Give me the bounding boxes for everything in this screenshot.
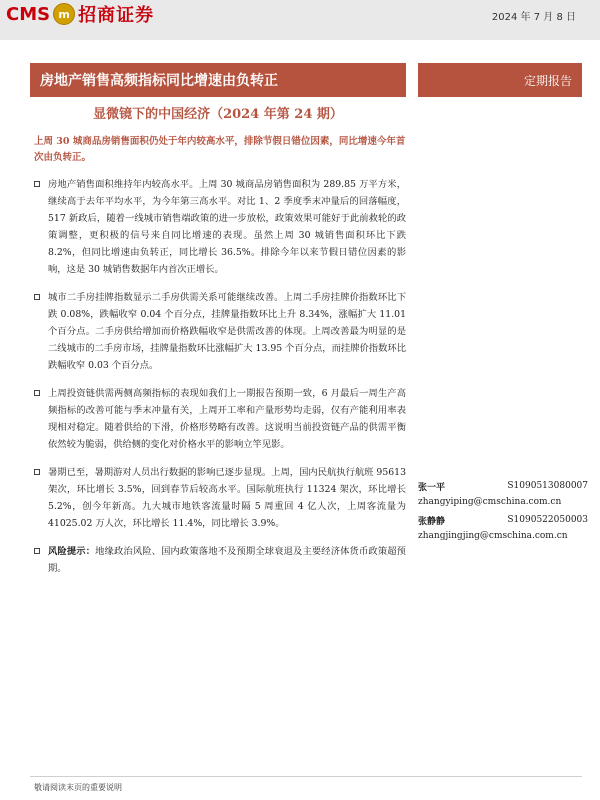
logo-cn-text: 招商证券 — [78, 5, 155, 26]
report-category: 定期报告 — [523, 73, 572, 88]
bullet-list — [34, 176, 406, 588]
author-card — [418, 478, 588, 510]
bullet-text: 上周投资链供需两侧高频指标的表现如我们上一期报告预期一致，6 月最后一周生产高频指标的改善可能与季末冲量有关，上周开工率和产量形势均走弱，仅有产能利用率表现相对稳定。随着供给的下滑，价格形势略有改善。这说明当前投资链产品的供需平衡依然较为脆弱，供给侧的变化对价格水平的影响立竿见影。 — [48, 388, 406, 450]
bullet-text: 暑期已至，暑期游对人员出行数据的影响已逐步显现。上周，国内民航执行航班 95613 架次，环比增长 3.5%，回到春节后较高水平。国际航班执行 11324 架次，环比增长 5.2%，创今年新高。九大城市地铁客流量时隔 5 周重回 4 亿人次，上周客流量为 41025.02 万人次，环比增长 11.4%，同比增长 3.9%。 — [48, 467, 406, 529]
square-bullet-icon — [34, 294, 40, 300]
report-date: 2024 年 7 月 8 日 — [491, 12, 576, 23]
report-category-banner — [418, 63, 582, 97]
report-title: 房地产销售高频指标同比增速由负转正 — [40, 73, 278, 89]
bullet-item — [34, 543, 406, 577]
author-name: 张静静 — [418, 516, 446, 527]
bullet-item — [34, 385, 406, 453]
report-subtitle: 显微镜下的中国经济（2024 年第 24 期） — [93, 107, 343, 122]
square-bullet-icon — [34, 390, 40, 396]
square-bullet-icon — [34, 469, 40, 475]
footer-divider — [30, 776, 582, 777]
report-title-banner — [30, 63, 406, 97]
author-email[interactable]: zhangjingjing@cmschina.com.cn — [418, 531, 568, 541]
bullet-text: 城市二手房挂牌指数显示二手房供需关系可能继续改善。上周二手房挂牌价指数环比下跌 0.08%，跌幅收窄 0.04 个百分点，挂牌量指数环比上升 8.34%，涨幅扩大 11.01 个百分点。二手房供给增加而价格跌幅收窄是供需改善的体现。上周改善最为明显的是二线城市的二手房市场，挂牌量指数环比涨幅扩大 13.95 个百分点，而挂牌价指数环比跌幅收窄 0.03 个百分点。 — [48, 292, 406, 371]
company-logo — [6, 0, 154, 28]
risk-warning-text: 地缘政治风险、国内政策落地不及预期全球衰退及主要经济体货币政策超预期。 — [48, 546, 406, 574]
author-license-id: S1090522050003 — [507, 515, 588, 525]
author-license-id: S1090513080007 — [507, 481, 588, 491]
square-bullet-icon — [34, 548, 40, 554]
risk-warning-label: 风险提示： — [48, 546, 96, 557]
logo-badge-icon: m — [53, 3, 75, 25]
footer-note: 敬请阅读末页的重要说明 — [34, 783, 122, 792]
bullet-text: 房地产销售面积维持年内较高水平。上周 30 城商品房销售面积为 289.85 万平方米，继续高于去年平均水平，为今年第三高水平。对比 1、2 季度季末冲量后的回落幅度，517 新政后，随着一线城市销售端政策的进一步放松，政策效果可能好于此前救轮的政策调整，更积极的信号来自同比增速的表现。虽然上周 30 城销售面积环比下跌 8.2%，但同比增速由负转正，同比增长 36.5%。排除今年以来节假日错位因素的影响，这是 30 城销售数据年内首次正增长。 — [48, 179, 406, 275]
square-bullet-icon — [34, 181, 40, 187]
bullet-item — [34, 464, 406, 532]
logo-en-text: CMS — [6, 3, 51, 25]
bullet-item — [34, 176, 406, 278]
report-summary: 上周 30 城商品房销售面积仍处于年内较高水平，排除节假日错位因素，同比增速今年首次由负转正。 — [34, 136, 406, 163]
author-card — [418, 512, 588, 544]
author-name: 张一平 — [418, 482, 446, 493]
bullet-item — [34, 289, 406, 374]
author-email[interactable]: zhangyiping@cmschina.com.cn — [418, 497, 562, 507]
